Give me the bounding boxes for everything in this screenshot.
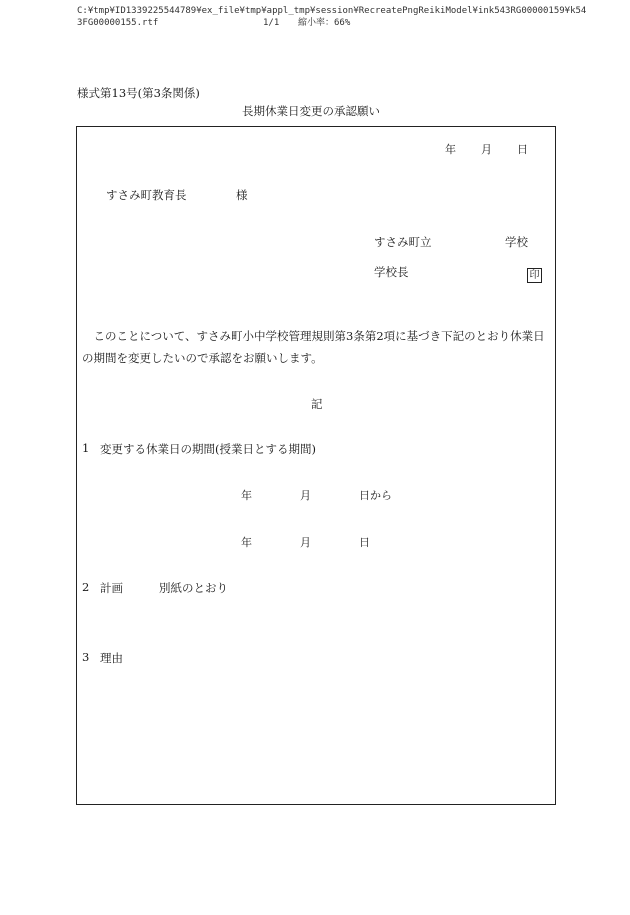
ki-heading: 記: [311, 397, 323, 411]
period-to-year: 年: [241, 536, 252, 549]
form-title: 長期休業日変更の承認願い: [242, 104, 380, 118]
zoom-indicator: 縮小率：66%: [298, 18, 351, 28]
principal-label: 学校長: [374, 265, 409, 279]
period-to-month: 月: [300, 536, 311, 549]
item2-value: 別紙のとおり: [159, 581, 228, 595]
seal-text: 印: [527, 268, 542, 283]
school-prefix: すさみ町立: [374, 235, 432, 249]
date-month-label: 月: [481, 143, 492, 156]
period-from-year: 年: [241, 489, 252, 502]
form-frame: [76, 126, 556, 805]
seal-mark: [527, 263, 542, 283]
item3-label: 理由: [100, 651, 123, 665]
date-day-label: 日: [517, 143, 528, 156]
period-from-month: 月: [300, 489, 311, 502]
item1-label: 変更する休業日の期間(授業日とする期間): [100, 442, 316, 456]
school-suffix: 学校: [505, 235, 528, 249]
period-from-day: 日から: [359, 489, 392, 502]
date-year-label: 年: [445, 143, 456, 156]
file-path-line2: 3FG00000155.rtf: [77, 18, 159, 28]
item2-label: 計画: [100, 581, 123, 595]
addressee: すさみ町教育長: [106, 188, 187, 202]
request-body-text: このことについて、すさみ町小中学校管理規則第3条第2項に基づき下記のとおり休業日の期間を変更したいので承認をお願いします。: [82, 329, 545, 365]
item3-number: 3: [82, 650, 90, 664]
file-path-line1: C:¥tmp¥ID1339225544789¥ex_file¥tmp¥appl_tmp¥session¥RecreatePngReikiModel¥ink543RG00000159¥k54: [77, 6, 587, 16]
item1-number: 1: [82, 441, 90, 455]
period-to-day: 日: [359, 536, 370, 549]
item2-number: 2: [82, 580, 90, 594]
form-number: 様式第13号(第3条関係): [77, 86, 200, 100]
page-indicator: 1/1: [263, 18, 280, 28]
honorific: 様: [236, 188, 248, 202]
